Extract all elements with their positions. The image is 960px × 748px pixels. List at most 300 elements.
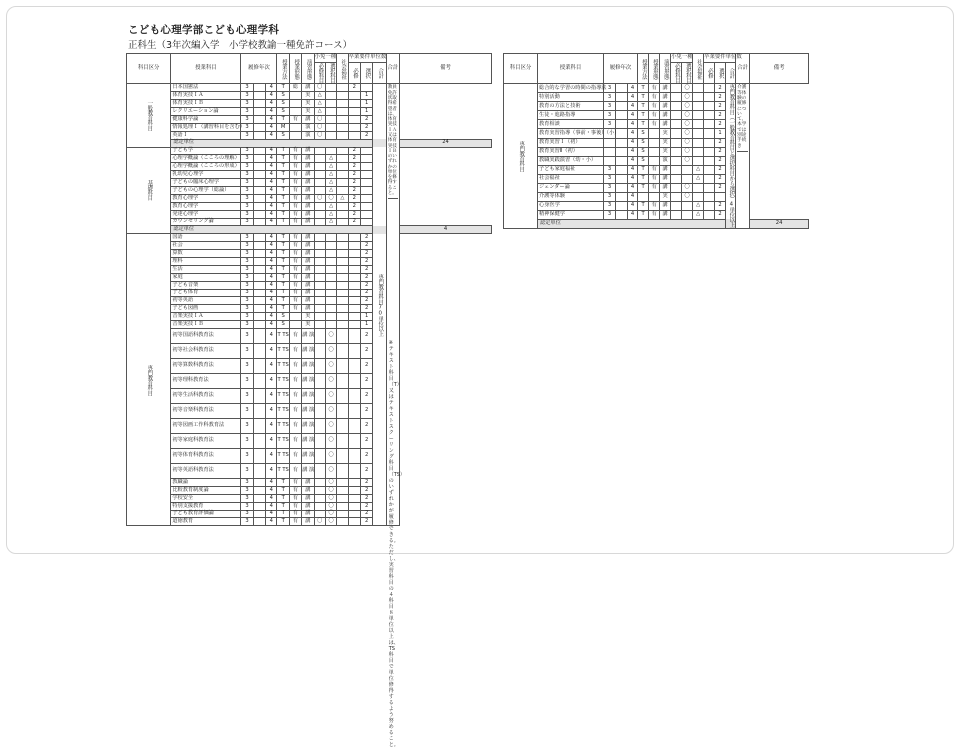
year-sep xyxy=(253,449,265,464)
required-cell xyxy=(348,234,360,242)
practice-cell: 講 xyxy=(302,242,314,250)
year-sep xyxy=(616,183,628,192)
elective-cell: 2 xyxy=(360,419,372,434)
method-cell: T xyxy=(277,258,289,266)
social-cell: △ xyxy=(693,174,704,183)
social-cell xyxy=(337,374,348,389)
year-sep xyxy=(253,100,265,108)
curriculum-table-left xyxy=(126,53,492,748)
year-sep xyxy=(253,419,265,434)
social-cell xyxy=(693,192,704,201)
social-cell xyxy=(693,156,704,165)
form-cell: 有 xyxy=(649,111,660,120)
year-sep xyxy=(616,201,628,210)
required-cell: 2 xyxy=(348,171,360,179)
right-col-category-header: 科目区分 xyxy=(504,54,538,84)
subtotal-row xyxy=(504,219,809,228)
right-col-year-header: 履修年次 xyxy=(604,54,638,84)
course-name: 教育相談 xyxy=(538,120,604,129)
year-end: 4 xyxy=(266,242,277,250)
required-cell: 2 xyxy=(348,210,360,218)
year-end: 4 xyxy=(628,156,638,165)
elective-cell: 2 xyxy=(715,111,726,120)
form-cell: 有 xyxy=(289,494,301,502)
social-cell xyxy=(337,147,348,155)
required-cell xyxy=(704,156,715,165)
form-cell: 有 xyxy=(289,510,301,518)
social-cell xyxy=(337,313,348,321)
year-end: 4 xyxy=(266,502,277,510)
year-start: 3 xyxy=(241,464,253,479)
course-row xyxy=(127,419,492,434)
license-b-cell xyxy=(325,115,336,123)
elective-cell: 2 xyxy=(360,329,372,344)
course-row xyxy=(127,258,492,266)
method-cell: T xyxy=(638,84,649,93)
year-start: 3 xyxy=(241,108,253,116)
year-end: 4 xyxy=(266,518,277,526)
year-sep xyxy=(616,210,628,219)
practice-cell: 講 xyxy=(302,234,314,242)
social-cell xyxy=(337,305,348,313)
practice-cell: 実 xyxy=(660,147,671,156)
method-cell: T xyxy=(277,163,289,171)
year-end: 4 xyxy=(266,115,277,123)
social-cell xyxy=(693,183,704,192)
year-end: 4 xyxy=(266,258,277,266)
license-a-cell xyxy=(671,93,682,102)
form-cell: 有 xyxy=(289,464,301,479)
license-a-cell xyxy=(314,404,325,419)
year-start: 3 xyxy=(604,201,616,210)
license-a-cell xyxy=(314,434,325,449)
year-start: 3 xyxy=(241,115,253,123)
course-name: 教育心理学 xyxy=(171,194,241,202)
practice-cell: 講 xyxy=(302,250,314,258)
year-start: 3 xyxy=(241,404,253,419)
form-cell xyxy=(649,192,660,201)
form-cell: 有 xyxy=(289,155,301,163)
year-start: 3 xyxy=(241,510,253,518)
method-cell: T xyxy=(638,111,649,120)
method-cell: T xyxy=(638,210,649,219)
course-row xyxy=(127,250,492,258)
subtotal-value: 24 xyxy=(750,219,809,228)
form-cell xyxy=(649,129,660,138)
social-cell xyxy=(337,329,348,344)
course-name: 日本国憲法 xyxy=(171,84,241,92)
year-end: 4 xyxy=(266,250,277,258)
license-a-cell: 〇 xyxy=(314,194,325,202)
course-name: 子ども家庭福祉 xyxy=(538,165,604,174)
license-a-cell xyxy=(314,234,325,242)
elective-cell xyxy=(360,163,372,171)
year-end: 4 xyxy=(266,329,277,344)
license-a-cell xyxy=(671,201,682,210)
year-start xyxy=(604,147,616,156)
method-cell: T xyxy=(277,518,289,526)
practice-cell: 講 xyxy=(302,258,314,266)
year-sep xyxy=(253,297,265,305)
course-name: 子ども音楽 xyxy=(171,281,241,289)
elective-cell: 2 xyxy=(360,250,372,258)
method-cell: T TS xyxy=(277,404,289,419)
course-name: 健康科学論 xyxy=(171,115,241,123)
license-a-cell xyxy=(314,329,325,344)
year-end: 4 xyxy=(266,404,277,419)
method-cell: S xyxy=(277,313,289,321)
year-start: 3 xyxy=(241,250,253,258)
course-name: カウンセリング論 xyxy=(171,218,241,226)
elective-cell: 2 xyxy=(360,297,372,305)
social-cell: △ xyxy=(693,210,704,219)
right-col-credits-group-header: 卒業要件単位数 xyxy=(704,54,736,63)
elective-cell: 2 xyxy=(360,449,372,464)
elective-cell: 2 xyxy=(360,305,372,313)
method-cell: S xyxy=(277,131,289,139)
course-name: 教職論 xyxy=(171,479,241,487)
social-cell xyxy=(337,234,348,242)
year-sep xyxy=(253,250,265,258)
course-name: 初等音楽科教育法 xyxy=(171,404,241,419)
year-start: 3 xyxy=(241,374,253,389)
license-a-cell xyxy=(671,210,682,219)
social-cell xyxy=(337,108,348,116)
practice-cell: 講 演 xyxy=(302,344,314,359)
right-col-notes-header: 備考 xyxy=(750,54,809,84)
year-sep xyxy=(253,108,265,116)
social-cell xyxy=(337,321,348,329)
practice-cell: 講 xyxy=(660,210,671,219)
form-cell: 有 xyxy=(289,171,301,179)
required-cell xyxy=(348,289,360,297)
license-a-cell xyxy=(314,163,325,171)
course-row xyxy=(504,102,809,111)
year-sep xyxy=(253,374,265,389)
col-license-a-header: 必修科目 xyxy=(314,63,325,84)
col-total-header: 合計 xyxy=(386,54,399,84)
elective-cell: 2 xyxy=(360,242,372,250)
year-start: 3 xyxy=(241,359,253,374)
practice-cell: 講 xyxy=(660,111,671,120)
elective-cell xyxy=(360,84,372,92)
practice-cell: 講 xyxy=(302,163,314,171)
year-start: 3 xyxy=(604,165,616,174)
method-cell: T xyxy=(638,165,649,174)
license-a-cell xyxy=(671,129,682,138)
col-social-header: 社会福祉 xyxy=(337,54,348,84)
method-cell: T xyxy=(277,265,289,273)
social-cell xyxy=(337,434,348,449)
method-cell: T xyxy=(638,201,649,210)
form-cell: 有 xyxy=(289,218,301,226)
social-cell xyxy=(337,510,348,518)
year-start: 3 xyxy=(241,479,253,487)
practice-cell: 講 xyxy=(660,201,671,210)
course-row xyxy=(127,273,492,281)
required-cell: 2 xyxy=(348,202,360,210)
license-b-cell xyxy=(325,131,336,139)
form-cell xyxy=(289,92,301,100)
license-b-cell xyxy=(325,273,336,281)
year-start: 3 xyxy=(604,120,616,129)
group-specialized-right: 専門教育科目 xyxy=(504,84,538,228)
col-credits-group-header: 卒業要件単位数 xyxy=(348,54,386,63)
license-a-cell xyxy=(314,479,325,487)
year-end: 4 xyxy=(628,192,638,201)
elective-cell: 2 xyxy=(715,183,726,192)
course-name: 心理学概論（こころの理解） xyxy=(172,155,240,162)
method-cell: S xyxy=(277,108,289,116)
license-a-cell xyxy=(314,344,325,359)
year-end: 4 xyxy=(628,129,638,138)
social-cell xyxy=(337,449,348,464)
method-cell: T xyxy=(638,183,649,192)
license-b-cell: 〇 xyxy=(325,434,336,449)
form-cell: 有 xyxy=(289,374,301,389)
license-b-cell: △ xyxy=(325,171,336,179)
elective-cell: 2 xyxy=(360,131,372,139)
course-name: 子ども学 xyxy=(171,147,241,155)
social-cell xyxy=(337,186,348,194)
year-end: 4 xyxy=(628,84,638,93)
method-cell: T TS xyxy=(277,449,289,464)
required-cell: 2 xyxy=(348,218,360,226)
practice-cell: 講 xyxy=(302,273,314,281)
social-cell xyxy=(337,344,348,359)
license-b-cell xyxy=(325,250,336,258)
social-cell xyxy=(337,242,348,250)
license-a-cell: 〇 xyxy=(314,518,325,526)
year-sep xyxy=(253,494,265,502)
course-name: 体育実技ＩＢ xyxy=(171,100,241,108)
col-form-header: 授業形態 xyxy=(289,54,301,84)
license-b-cell: 〇 xyxy=(682,84,693,93)
method-cell: T xyxy=(277,179,289,187)
practice-cell: 講 演 xyxy=(302,464,314,479)
license-a-cell xyxy=(314,281,325,289)
license-b-cell: 〇 xyxy=(325,479,336,487)
course-row xyxy=(127,115,492,123)
elective-cell: 2 xyxy=(360,518,372,526)
year-start: 3 xyxy=(241,131,253,139)
year-start: 3 xyxy=(241,234,253,242)
year-sep xyxy=(253,147,265,155)
course-row xyxy=(127,100,492,108)
year-sep xyxy=(253,289,265,297)
license-a-cell xyxy=(314,258,325,266)
course-row xyxy=(127,404,492,419)
elective-cell xyxy=(360,194,372,202)
elective-cell: 2 xyxy=(360,273,372,281)
practice-cell: 実 xyxy=(302,92,314,100)
course-row xyxy=(127,449,492,464)
course-row xyxy=(127,494,492,502)
year-end: 4 xyxy=(266,479,277,487)
required-cell xyxy=(348,265,360,273)
method-cell: T TS xyxy=(277,419,289,434)
year-end: 4 xyxy=(266,123,277,131)
method-cell: T xyxy=(277,479,289,487)
year-end: 4 xyxy=(628,111,638,120)
method-cell: T TS xyxy=(277,374,289,389)
course-row xyxy=(127,202,492,210)
form-cell: 有 xyxy=(289,194,301,202)
elective-cell xyxy=(360,171,372,179)
year-sep xyxy=(253,115,265,123)
form-cell: 有 xyxy=(649,201,660,210)
course-name: 英語Ｉ xyxy=(171,131,241,139)
form-cell: 有 xyxy=(289,281,301,289)
year-start: 3 xyxy=(241,344,253,359)
course-row xyxy=(504,84,809,93)
required-cell xyxy=(348,434,360,449)
year-start: 3 xyxy=(604,93,616,102)
form-cell: 有 xyxy=(289,389,301,404)
year-start: 3 xyxy=(241,389,253,404)
practice-cell: 実 xyxy=(660,129,671,138)
year-sep xyxy=(253,305,265,313)
year-end: 4 xyxy=(266,281,277,289)
form-cell: 有 xyxy=(289,210,301,218)
license-a-cell xyxy=(314,464,325,479)
method-cell: S xyxy=(277,92,289,100)
course-name: 初等図画工作科教育法 xyxy=(171,419,241,434)
required-cell xyxy=(704,183,715,192)
practice-cell: 講 xyxy=(302,486,314,494)
col-year-header: 履修年次 xyxy=(241,54,277,84)
social-cell: △ xyxy=(693,165,704,174)
license-b-cell xyxy=(325,123,336,131)
year-end: 4 xyxy=(266,297,277,305)
course-row xyxy=(127,297,492,305)
form-cell xyxy=(289,321,301,329)
elective-cell: 2 xyxy=(360,234,372,242)
course-name: 初等理科教育法 xyxy=(171,374,241,389)
year-sep xyxy=(253,210,265,218)
course-row xyxy=(127,147,492,155)
required-cell xyxy=(704,102,715,111)
course-row xyxy=(127,210,492,218)
year-start: 3 xyxy=(241,202,253,210)
course-name: 子どもの臨床心理学 xyxy=(171,179,241,187)
form-cell: 有 xyxy=(289,502,301,510)
course-name: 生活 xyxy=(171,265,241,273)
year-start: 3 xyxy=(241,100,253,108)
elective-cell: 2 xyxy=(715,138,726,147)
subtotal-label: 認定単位 xyxy=(171,226,386,234)
elective-cell: 2 xyxy=(360,510,372,518)
required-cell xyxy=(704,174,715,183)
method-cell: S xyxy=(277,321,289,329)
license-b-cell: 〇 xyxy=(682,156,693,165)
course-row xyxy=(127,194,492,202)
year-sep xyxy=(253,171,265,179)
method-cell: T TS xyxy=(277,344,289,359)
license-b-cell: △ xyxy=(325,179,336,187)
course-name: 子ども図画 xyxy=(171,305,241,313)
elective-cell: 2 xyxy=(360,434,372,449)
right-col-practice-header: 演習形態 xyxy=(660,54,671,84)
required-cell xyxy=(348,518,360,526)
license-b-cell xyxy=(682,201,693,210)
year-start: 3 xyxy=(241,218,253,226)
form-cell: 有 xyxy=(289,163,301,171)
course-name: 介護等体験 xyxy=(538,192,604,201)
social-cell xyxy=(337,518,348,526)
course-name: 理科 xyxy=(171,258,241,266)
year-sep xyxy=(253,218,265,226)
year-sep xyxy=(253,464,265,479)
license-b-cell xyxy=(325,234,336,242)
year-end: 4 xyxy=(266,494,277,502)
license-b-cell: △ xyxy=(325,186,336,194)
form-cell: 有 xyxy=(289,404,301,419)
form-cell xyxy=(649,147,660,156)
course-name: 特別活動 xyxy=(538,93,604,102)
year-start: 3 xyxy=(241,265,253,273)
license-b-cell: 〇 xyxy=(325,502,336,510)
practice-cell: 講 演 xyxy=(302,329,314,344)
practice-cell: 講 xyxy=(302,281,314,289)
year-end: 4 xyxy=(266,202,277,210)
year-start: 3 xyxy=(241,186,253,194)
social-cell xyxy=(693,84,704,93)
year-end: 4 xyxy=(266,389,277,404)
license-a-cell xyxy=(671,120,682,129)
social-cell xyxy=(693,102,704,111)
license-b-cell xyxy=(325,265,336,273)
course-name: 子ども体育 xyxy=(171,289,241,297)
required-cell xyxy=(348,258,360,266)
form-cell: 有 xyxy=(289,359,301,374)
social-cell xyxy=(337,171,348,179)
col-license-group-header: 小免一種 xyxy=(314,54,337,63)
social-cell xyxy=(337,155,348,163)
col-required-header: 必修 xyxy=(348,63,360,84)
year-end: 4 xyxy=(628,183,638,192)
notes-column-right xyxy=(736,84,750,228)
method-cell: T xyxy=(638,120,649,129)
license-b-cell: 〇 xyxy=(325,419,336,434)
license-b-cell xyxy=(325,242,336,250)
course-name: 教育実習Ⅱ（初） xyxy=(538,147,604,156)
year-end: 4 xyxy=(628,93,638,102)
year-start: 3 xyxy=(241,313,253,321)
course-name: 比較教育制度論 xyxy=(171,486,241,494)
license-a-cell xyxy=(314,510,325,518)
required-cell xyxy=(348,404,360,419)
form-cell: 有 xyxy=(289,234,301,242)
practice-cell: 実 xyxy=(302,100,314,108)
elective-cell: 2 xyxy=(360,464,372,479)
elective-cell: 1 xyxy=(360,321,372,329)
right-col-form-header: 授業形態 xyxy=(649,54,660,84)
year-end: 4 xyxy=(266,218,277,226)
right-col-social-header: 社会福祉 xyxy=(693,54,704,84)
year-sep xyxy=(253,502,265,510)
course-row xyxy=(127,179,492,187)
method-cell: T xyxy=(277,297,289,305)
required-cell xyxy=(348,389,360,404)
license-b-cell xyxy=(682,210,693,219)
note-top-text: 教員免許状取得希望者は、体育実技ＩＡ又は体育実技ＩＢのいずれかの単位を修得すること。 xyxy=(388,85,398,199)
year-start: 3 xyxy=(241,258,253,266)
required-cell xyxy=(704,147,715,156)
practice-cell: 講 xyxy=(660,165,671,174)
license-a-cell xyxy=(671,174,682,183)
form-cell: 有 xyxy=(289,179,301,187)
